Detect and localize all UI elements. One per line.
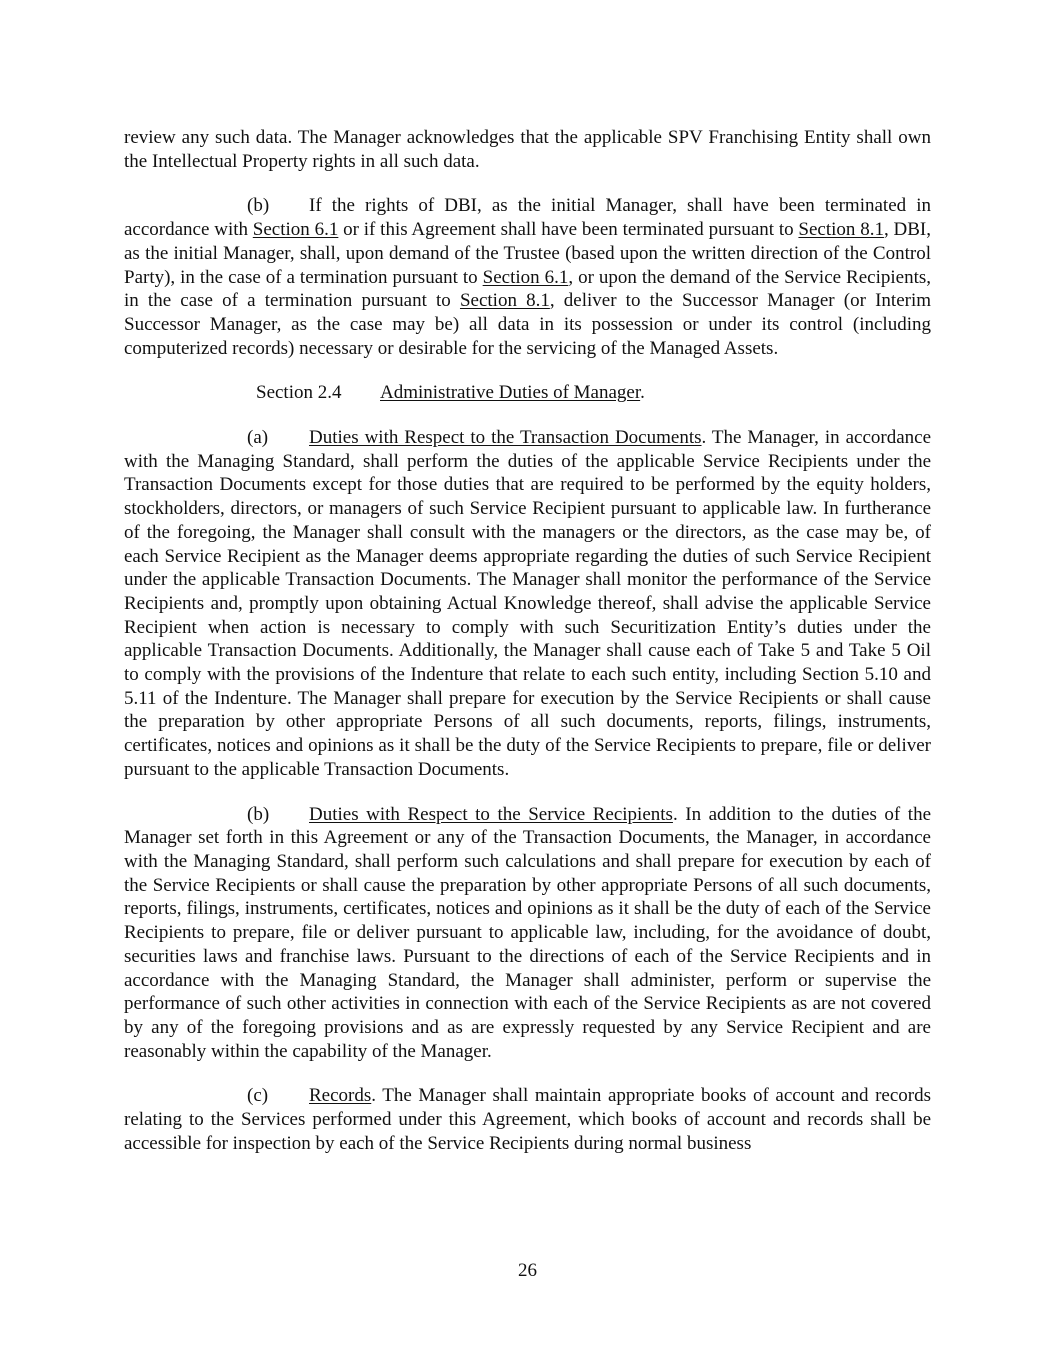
paragraph-b-termination — [124, 194, 931, 360]
paragraph-text: , deliver to the Successor Manager (or Interim Successor Manager, as the case may be) all data in its possession or under its control (including computerized records) necessary or desirable for the servicing of the Managed Assets. — [124, 290, 932, 359]
paragraph-number: (a) — [247, 427, 269, 449]
paragraph-text: or if this Agreement shall have been terminated pursuant to — [338, 219, 799, 241]
section-title-period: . — [640, 382, 645, 404]
paragraph-text: , or upon the demand of the Service Recipients, in the case of a termination pursuant to — [124, 266, 931, 312]
paragraph-text: . The Manager shall maintain appropriate books of account and records relating to the Services performed under this Agreement, which books of account and records shall be accessible for inspection by each of the Service Recipients during normal business — [124, 1085, 931, 1154]
paragraph-text: . In addition to the duties of the Manager set forth in this Agreement or any of the Transaction Documents, the Manager, in accordance with the Managing Standard, shall perform such calculations and shall prepare for execution by each of the Service Recipients or shall cause the preparation by other appropriate Persons of all such documents, reports, filings, instruments, certificates, notices and opinions as it shall be the duty of each of the Service Recipients to prepare, file or deliver pursuant to applicable law, including, for the avoidance of doubt, securities laws and franchise laws. Pursuant to the directions of each of the Service Recipients and in accordance with the Managing Standard, the Manager shall administer, perform or supervise the performance of such other activities in connection with each of the Service Recipients as are not covered by any of the foregoing provisions and as are expressly requested by any Service Recipient and are reasonably within the capability of the Manager. — [124, 803, 932, 1062]
paragraph-title: Duties with Respect to the Service Recipients — [309, 803, 673, 825]
paragraph-a-transaction-documents — [124, 426, 931, 782]
page-number: 26 — [518, 1260, 537, 1281]
paragraph-number: (b) — [247, 803, 270, 825]
section-reference-link: Section 8.1 — [798, 219, 884, 241]
paragraph-number: (c) — [247, 1085, 269, 1107]
section-reference-link: Section 6.1 — [252, 219, 339, 241]
paragraph-text: . The Manager, in accordance with the Managing Standard, shall perform the duties of the applicable Service Recipients under the Transaction Documents except for those duties that are required to be performed by the equity holders, stockholders, directors, or managers of such Service Recipient pursuant to applicable law. In furtherance of the foregoing, the Manager shall consult with the managers or the directors, as the case may be, of each Service Recipient as the Manager deems appropriate regarding the duties of such Service Recipient under the applicable Transaction Documents. The Manager shall monitor the performance of the Service Recipients and, promptly upon obtaining Actual Knowledge thereof, shall advise the applicable Service Recipient when action is necessary to comply with such Securitization Entity’s duties under the applicable Transaction Documents. Additionally, the Manager shall cause each of Take 5 and Take 5 Oil to comply with the provisions of the Indenture that relate to each such entity, including Section 5.10 and 5.11 of the Indenture. The Manager shall prepare for execution by the Service Recipients or shall cause the preparation by other appropriate Persons of all such documents, reports, filings, instruments, certificates, notices and opinions as it shall be the duty of the Service Recipients to prepare, file or deliver pursuant to the applicable Transaction Documents. — [124, 427, 931, 780]
paragraph-number: (b) — [247, 195, 270, 217]
paragraph-c-records — [124, 1084, 931, 1155]
section-title: Administrative Duties of Manager — [380, 382, 641, 404]
paragraph-text: If the rights of DBI, as the initial Manager, shall have been terminated in accordance with — [124, 195, 931, 241]
section-heading — [124, 381, 931, 405]
section-number: Section 2.4 — [256, 382, 342, 404]
paragraph-title: Records — [309, 1085, 372, 1107]
section-reference-link: Section 6.1 — [482, 266, 569, 288]
intro-text: review any such data. The Manager acknowledges that the applicable SPV Franchising Entity shall own the Intellectual Property rights in all such data. — [124, 127, 931, 172]
intro-paragraph — [124, 126, 931, 173]
document-page — [124, 126, 931, 1155]
paragraph-text: , DBI, as the initial Manager, shall, upon demand of the Trustee (based upon the written direction of the Control Party), in the case of a termination pursuant to — [124, 219, 931, 288]
paragraph-title: Duties with Respect to the Transaction Documents — [309, 427, 702, 449]
paragraph-b-service-recipients — [124, 803, 931, 1064]
section-reference-link: Section 8.1 — [459, 290, 550, 312]
